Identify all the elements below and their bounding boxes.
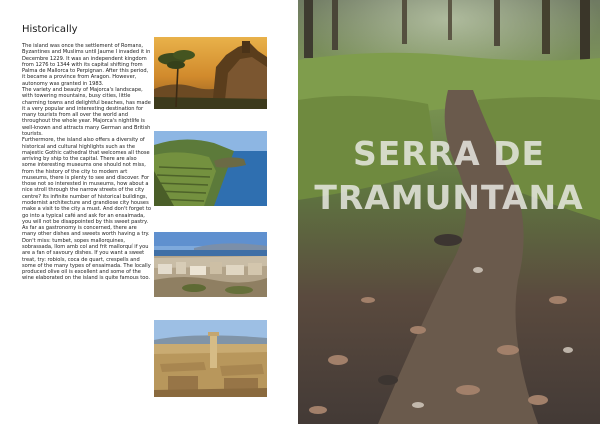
left-page [0, 0, 298, 424]
cover-title-line-2: TRAMUNTANA [314, 178, 584, 217]
paragraph-landscape: The variety and beauty of Majorca's landscape, with towering mountains, busy cities, little charming towns and delightful beaches, has made it a very popular and interesting destination for many tourists from all over the world and throughout the whole year. Majorca's nightlife is well-known and attracts many German and British tourists. [22, 86, 151, 137]
photo-roman-ruins [154, 320, 267, 397]
paragraph-history: The island was once the settlement of Romans, Byzantines and Muslims until Jaume I invaded it in Decembre 1229. It was an independent kingdom from 1276 to 1344 with its capital shifting from Palma de Mallorca to Perpignan. After this period, it became a province from Aragon. However, autonomy was granted in 1983. [22, 43, 151, 87]
article-body [22, 43, 152, 282]
cover-title [298, 132, 600, 220]
cover-title-line-1: SERRA DE [352, 134, 546, 173]
photo-coastal-village [154, 232, 267, 297]
photo-cliff-pine [154, 37, 267, 109]
paragraph-gastronomy: As far as gastronomy is concerned, there are many other dishes and sweets worth having a try. Don't miss: tumbet, sopes mallorquines, sobrassada, llom amb col and frit mallorquí if you are a fan of savoury dishes. If you want a sweet treat, try: robiols, coca de quart, crespells and some of the many types of ensaimada. The locally produced olive oil is excellent and some of the wine elaborated on the island is quite famous too. [22, 225, 151, 282]
paragraph-culture: Furthermore, the island also offers a diversity of historical and cultural highlights such as the majestic Gothic cathedral that welcomes all those arriving by ship to the capital. There are also some interesting museums one should not miss, from the history of the city to modern art museums, there is plenty to see and discover. For those not so interested in museums, how about a nice stroll through the narrow streets of the city centre? Its infinite number of historical buildings, modernist architecture and grandiose city houses make a visit to the city a must. And don't forget to go into a typical café and ask for an ensaimada, you will not be disappointed by this sweet pastry. [22, 137, 152, 225]
article-heading: Historically [22, 24, 78, 35]
photo-terraced-coast [154, 131, 267, 206]
